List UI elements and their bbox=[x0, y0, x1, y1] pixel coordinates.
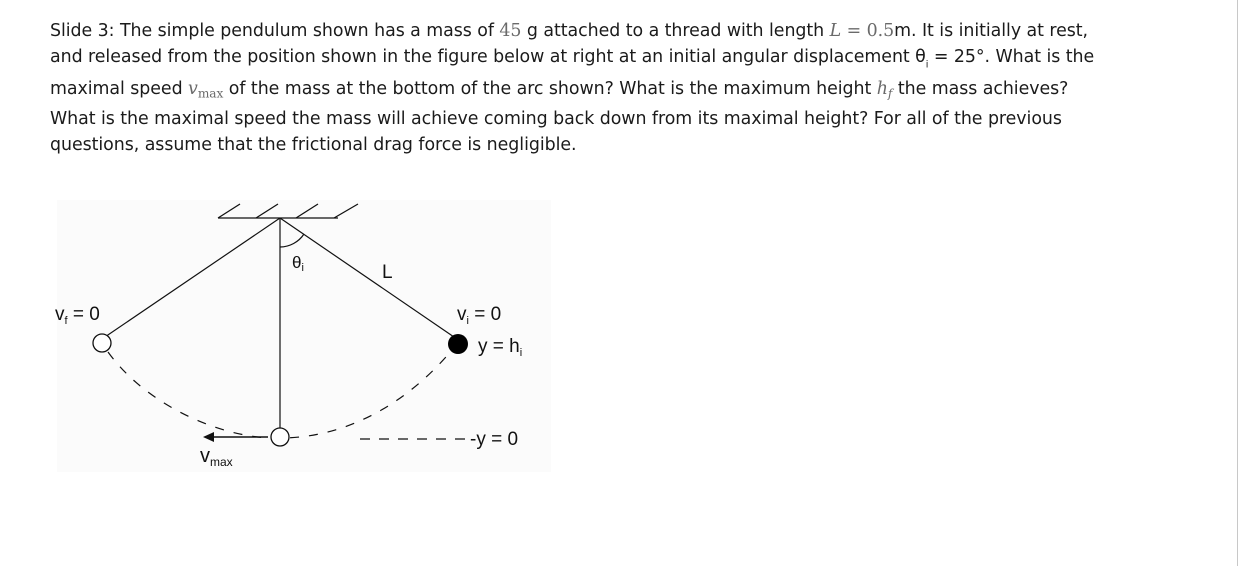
length-symbol: L bbox=[829, 21, 842, 41]
ground-label: -y = 0 bbox=[470, 429, 519, 450]
bob-final-position bbox=[93, 334, 111, 352]
mass-value: 45 bbox=[499, 21, 522, 41]
theta-subscript: i bbox=[925, 58, 929, 70]
page-edge-divider bbox=[1237, 0, 1238, 566]
bob-bottom-position bbox=[271, 428, 289, 446]
length-label: L bbox=[382, 262, 393, 283]
length-equals: = bbox=[841, 21, 867, 41]
theta-symbol: θ bbox=[915, 46, 926, 67]
hf-symbol: h bbox=[876, 79, 888, 100]
problem-line-5: questions, assume that the frictional drag force is negligible. bbox=[50, 134, 577, 155]
problem-text: of the mass at the bottom of the arc shown? What is the maximum height bbox=[223, 79, 877, 100]
vi-label: $v_i = 0$ bbox=[457, 304, 502, 327]
problem-text: the mass achieves? bbox=[892, 79, 1069, 100]
problem-text: and released from the position shown in the figure below at right at an initial angular displacement bbox=[50, 46, 916, 67]
problem-line-4: What is the maximal speed the mass will achieve coming back down from its maximal height? For all of the previous bbox=[50, 109, 1062, 130]
problem-text: m. It is initially at rest, bbox=[894, 21, 1089, 41]
theta-label: θi bbox=[292, 253, 304, 274]
problem-text: = 25°. What is the bbox=[928, 46, 1095, 67]
height-label: $y = h_i$ bbox=[478, 336, 523, 359]
length-value: 0.5 bbox=[866, 21, 895, 41]
problem-text: g attached to a thread with length bbox=[521, 21, 830, 41]
vf-label: $v_f = 0$ bbox=[55, 304, 100, 327]
problem-text: Slide 3: The simple pendulum shown has a mass of bbox=[50, 21, 500, 41]
vmax-label: $v_{max}$ bbox=[200, 445, 233, 469]
vmax-subscript: max bbox=[197, 86, 224, 101]
bob-initial-position bbox=[448, 334, 468, 354]
vmax-symbol: v bbox=[188, 79, 198, 100]
problem-text: maximal speed bbox=[50, 79, 189, 100]
hf-subscript: f bbox=[887, 86, 893, 101]
